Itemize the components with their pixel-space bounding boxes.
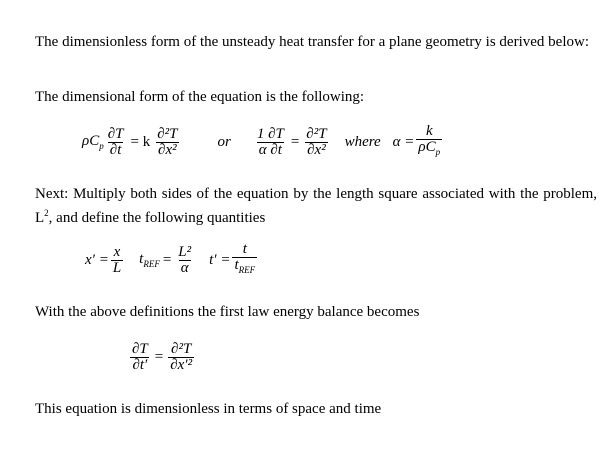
fraction-d2T-dxprime2: $\frac{\text{∂²T}}{\text{∂x′²}}$ [170,341,193,373]
x-prime-equals: x′ = [85,251,109,268]
paragraph-intro: The dimensionless form of the unsteady heat transfer for a plane geometry is derived below: [35,34,589,50]
fraction-d2T-dx2-b: $\frac{\text{∂²T}}{\text{∂x²}}$ [306,125,327,158]
fraction-dT-dt: $\frac{\partial T}{\partial t}$ [107,125,124,158]
fraction-x-L: $\frac{x}{L}$ [112,243,122,276]
paragraph-dimensional: The dimensional form of the equation is the following: [35,89,365,105]
paragraph-conclusion: This equation is dimensionless in terms of space and time [35,401,382,417]
fraction-t-tref: $\frac{t}{t_{REF}}$ [232,242,257,278]
fraction-L2-alpha: $\frac{\text{L²}}{\alpha}$ [178,243,192,276]
paragraph-next: Next: Multiply both sides of the equation by the length square associated with the problem, $L^2$, and define the following quantities [35,186,597,226]
fraction-k-rhocp: $\frac{k}{\rho C_p}$ [416,124,442,160]
equals-sign: = [290,133,300,150]
where-word: where [344,133,381,150]
paragraph-above: With the above definitions the first law energy balance becomes [35,304,420,320]
equation-dimensionless [128,342,196,373]
fraction-dT-dtprime: $\frac{\partial T}{\partial t'}$ [132,341,148,373]
t-prime-equals: t′ = [209,251,231,268]
alpha-equals: α = [392,133,415,150]
equals-k: = k [130,133,151,150]
equals-sign-3: = [154,349,164,365]
equation-dimensional [82,124,444,160]
fraction-d2T-dx2: $\frac{\text{∂²T}}{\text{∂x²}}$ [157,125,178,158]
fraction-alpha: $\frac{1 \partial T}{\alpha \partial t}$ [256,125,284,158]
rho-cp: $\rho C_p$ [82,133,104,151]
or-word: or [217,133,231,150]
t-ref: $t_{REF}$ [139,251,160,269]
equals-sign-2: = [162,251,172,268]
equation-definitions [85,242,259,278]
